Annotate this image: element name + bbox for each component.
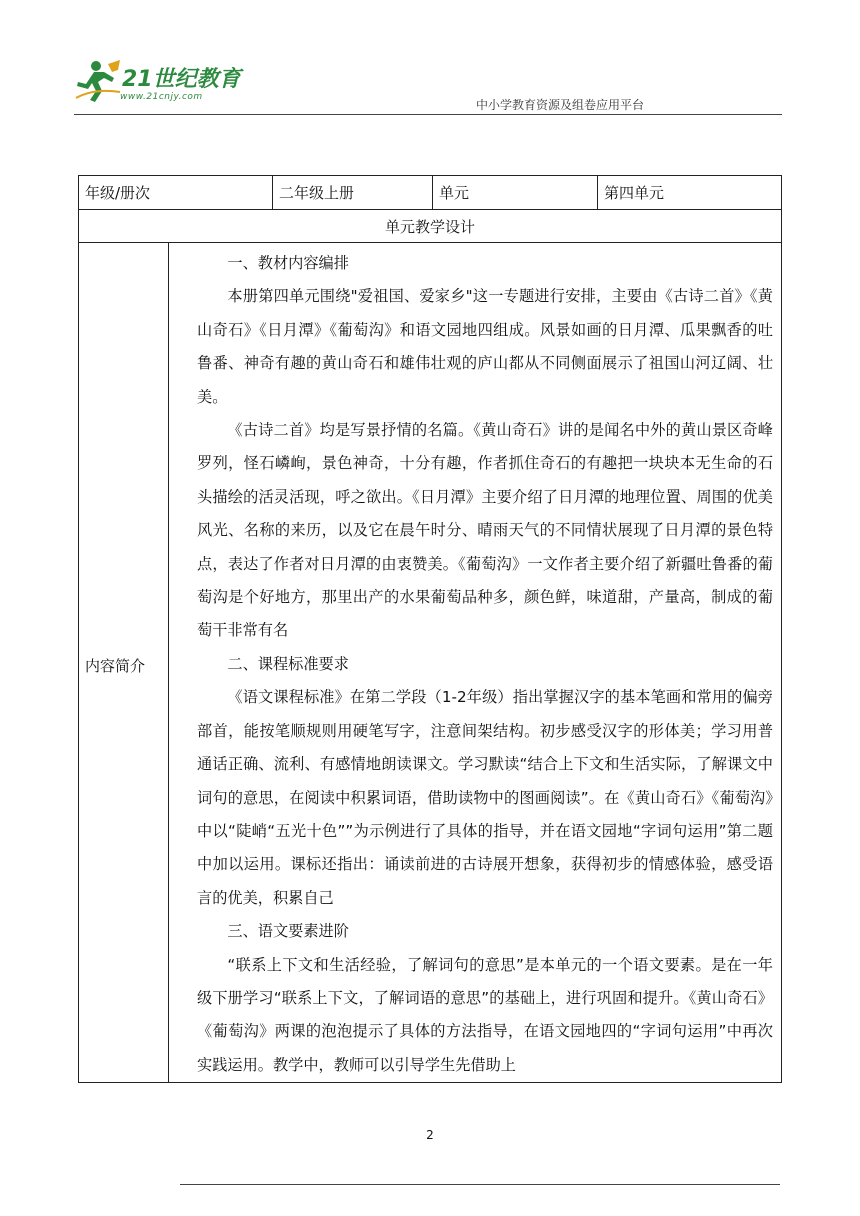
unit-value: 第四单元: [598, 176, 782, 210]
logo-url: www.21cnjy.com: [120, 92, 203, 102]
section-heading-1: 一、教材内容编排: [227, 254, 349, 272]
table-row-intro: [79, 243, 782, 1083]
paragraph: 本册第四单元围绕"爱祖国、爱家乡"这一专题进行安排，主要由《古诗二首》《黄山奇石》《日月潭》《葡萄沟》和语文园地四组成。风景如画的日月潭、瓜果飘香的吐鲁番、神奇有趣的黄山奇石和雄伟壮观的庐山都从不同侧面展示了祖国山河辽阔、壮美。: [197, 287, 773, 406]
paragraph: 《古诗二首》均是写景抒情的名篇。《黄山奇石》讲的是闻名中外的黄山景区奇峰罗列，怪石嶙峋，景色神奇，十分有趣，作者抓住奇石的有趣把一块块本无生命的石头描绘的活灵活现，呼之欲出。《日月潭》主要介绍了日月潭的地理位置、周围的优美风光、名称的来历，以及它在晨午时分、晴雨天气的不同情状展现了日月潭的景色特点，表达了作者对日月潭的由衷赞美。《葡萄沟》一文作者主要介绍了新疆吐鲁番的葡萄沟是个好地方，那里出产的水果葡萄品种多，颜色鲜，味道甜，产量高，制成的葡萄干非常有名: [197, 421, 773, 640]
unit-label: 单元: [433, 176, 598, 210]
brand-logo: [74, 58, 244, 108]
section-heading-2: 二、课程标准要求: [227, 654, 349, 673]
design-title: 单元教学设计: [79, 210, 782, 243]
page-number: 2: [426, 1128, 434, 1142]
platform-name: 中小学教育资源及组卷应用平台: [476, 98, 645, 112]
header-divider: [74, 114, 782, 115]
paragraph: 《语文课程标准》在第二学段（1-2年级）指出掌握汉字的基本笔画和常用的偏旁部首，能按笔顺规则用硬笔写字，注意间架结构。初步感受汉字的形体美；学习用普通话正确、流利、有感情地朗读课文。学习默读“结合上下文和生活实际，了解课文中词句的意思，在阅读中积累词语，借助读物中的图画阅读”。在《黄山奇石》《葡萄沟》中以“陡峭“五光十色””为示例进行了具体的指导，并在语文园地“字词句运用”第二题中加以运用。课标还指出：诵读前进的古诗展开想象，获得初步的情感体验，感受语言的优美，积累自己: [197, 688, 773, 907]
table-row-title: [79, 210, 782, 243]
grade-value: 二年级上册: [273, 176, 433, 210]
intro-label: 内容简介: [79, 243, 169, 1083]
footer-divider: [180, 1184, 780, 1185]
unit-design-table: [78, 175, 782, 1083]
logo-text: 21世纪教育: [122, 67, 241, 92]
grade-label: 年级/册次: [79, 176, 273, 210]
paragraph: “联系上下文和生活经验，了解词句的意思”是本单元的一个语文要素。是在一年级下册学习“联系上下文，了解词语的意思”的基础上，进行巩固和提升。《黄山奇石》《葡萄沟》两课的泡泡提示了具体的方法指导，在语文园地四的“字词句运用”中再次实践运用。教学中，教师可以引导学生先借助上: [197, 955, 773, 1074]
section-heading-3: 三、语文要素进阶: [227, 922, 349, 941]
runner-logo-icon: [74, 58, 124, 104]
intro-content: [169, 243, 782, 1083]
table-row-grade: [79, 176, 782, 210]
